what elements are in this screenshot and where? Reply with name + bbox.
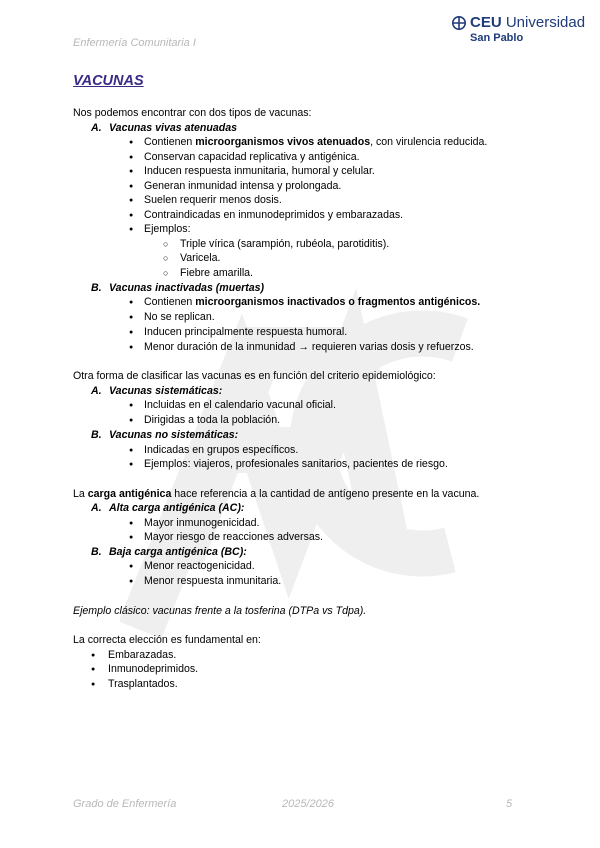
list-item: ● Embarazadas.: [91, 648, 176, 663]
example-text: Ejemplo clásico: vacunas frente a la tosferina (DTPa vs Tdpa).: [73, 605, 367, 617]
section-heading: B. Baja carga antigénica (BC):: [91, 546, 247, 558]
sub-list-item: ○ Fiebre amarilla.: [163, 266, 253, 281]
logo-sub: San Pablo: [470, 32, 524, 44]
list-item: ● Inducen respuesta inmunitaria, humoral y celular.: [129, 164, 375, 179]
list-item: ● Suelen requerir menos dosis.: [129, 193, 282, 208]
intro-text: Nos podemos encontrar con dos tipos de vacunas:: [73, 107, 312, 119]
list-item: ● Menor respuesta inmunitaria.: [129, 574, 281, 589]
list-item: ● Dirigidas a toda la población.: [129, 413, 280, 428]
paragraph: La carga antigénica hace referencia a la cantidad de antígeno presente en la vacuna.: [73, 488, 480, 500]
footer-program: Grado de Enfermería: [73, 798, 177, 810]
list-item: ● Ejemplos: viajeros, profesionales sanitarios, pacientes de riesgo.: [129, 457, 448, 472]
header-course: Enfermería Comunitaria I: [73, 37, 196, 49]
list-item: ● Mayor inmunogenicidad.: [129, 516, 259, 531]
list-item: ● Indicadas en grupos específicos.: [129, 443, 298, 458]
footer-year: 2025/2026: [282, 798, 334, 810]
list-item: ● Inmunodeprimidos.: [91, 662, 198, 677]
logo-name: CEU Universidad: [470, 14, 586, 31]
list-item: ● Trasplantados.: [91, 677, 178, 692]
sub-list-item: ○ Varicela.: [163, 251, 220, 266]
list-item: ● Generan inmunidad intensa y prolongada.: [129, 179, 341, 194]
list-item: ● Ejemplos:: [129, 222, 191, 237]
list-item: ● No se replican.: [129, 310, 215, 325]
university-logo: [452, 14, 586, 48]
list-item: ● Inducen principalmente respuesta humoral.: [129, 325, 347, 340]
list-item: ● Conservan capacidad replicativa y antigénica.: [129, 150, 360, 165]
list-item: ● Contraindicadas en inmunodeprimidos y embarazadas.: [129, 208, 403, 223]
list-item: ● Incluidas en el calendario vacunal oficial.: [129, 398, 336, 413]
list-item: ● Contienen microorganismos inactivados o fragmentos antigénicos.: [129, 295, 480, 310]
sub-list-item: ○ Triple vírica (sarampión, rubéola, parotiditis).: [163, 237, 389, 252]
section-heading: A. Vacunas sistemáticas:: [91, 385, 223, 397]
list-item: ● Menor duración de la inmunidad → requieren varias dosis y refuerzos.: [129, 340, 474, 355]
section-heading: B. Vacunas inactivadas (muertas): [91, 282, 265, 294]
section-heading: A. Alta carga antigénica (AC):: [91, 502, 245, 514]
page-number: 5: [506, 798, 513, 810]
list-item: ● Menor reactogenicidad.: [129, 559, 255, 574]
page-title: VACUNAS: [73, 73, 144, 89]
list-item: ● Mayor riesgo de reacciones adversas.: [129, 530, 323, 545]
list-item: ● Contienen microorganismos vivos atenuados, con virulencia reducida.: [129, 135, 487, 150]
section-heading: B. Vacunas no sistemáticas:: [91, 429, 239, 441]
ceu-emblem-icon: [452, 16, 466, 30]
paragraph: Otra forma de clasificar las vacunas es en función del criterio epidemiológico:: [73, 370, 436, 382]
paragraph: La correcta elección es fundamental en:: [73, 634, 261, 646]
section-heading: A. Vacunas vivas atenuadas: [91, 122, 237, 134]
